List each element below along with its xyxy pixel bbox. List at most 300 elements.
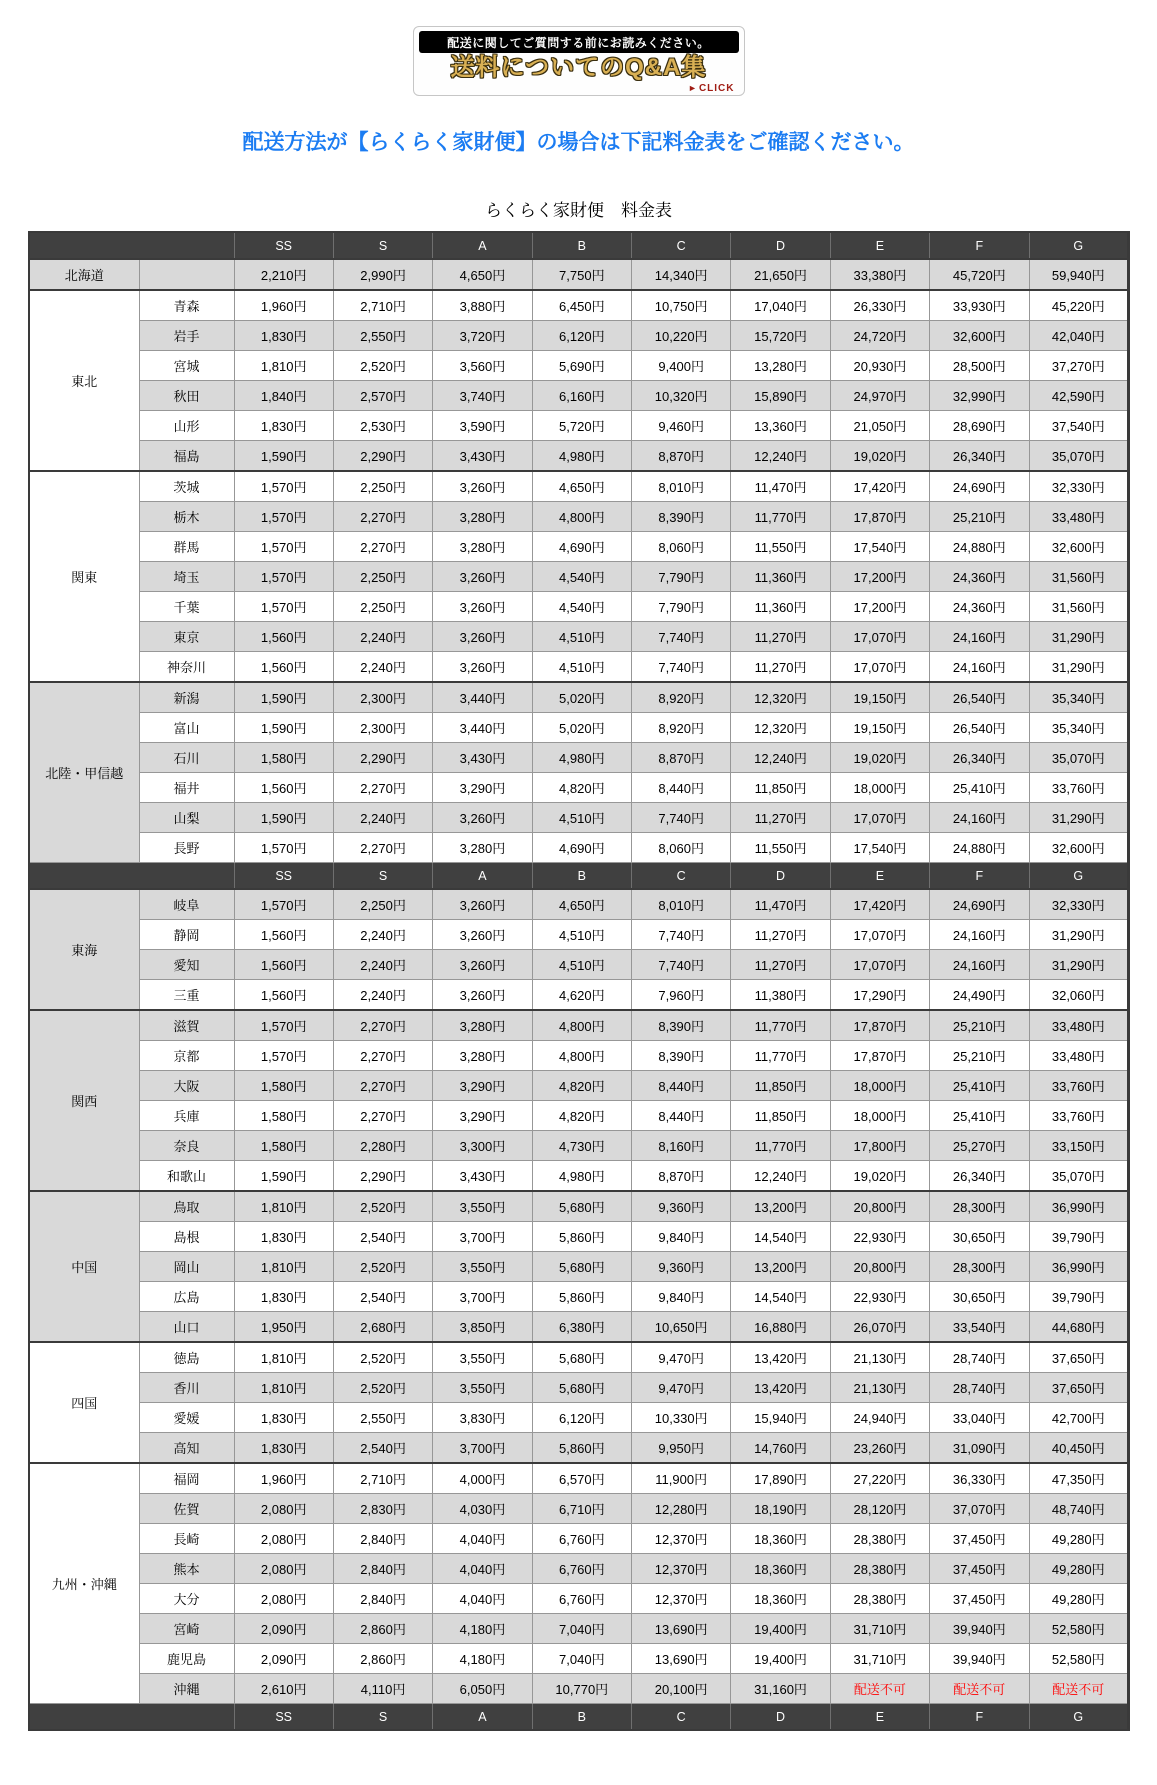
price-cell: 8,440円 xyxy=(632,773,731,803)
price-cell: 3,260円 xyxy=(433,562,532,592)
region-cell: 東海 xyxy=(29,889,139,1010)
banner-title: 送料についてのQ&A集 xyxy=(450,54,707,81)
price-cell: 10,320円 xyxy=(632,381,731,411)
price-cell: 1,590円 xyxy=(234,682,333,713)
size-header-row xyxy=(29,1704,1129,1731)
prefecture-cell: 福井 xyxy=(139,773,234,803)
size-column-header: B xyxy=(532,863,631,890)
price-cell: 3,550円 xyxy=(433,1191,532,1222)
price-cell: 40,450円 xyxy=(1029,1433,1129,1464)
size-column-header: SS xyxy=(234,232,333,259)
price-cell: 3,290円 xyxy=(433,1101,532,1131)
price-cell: 4,000円 xyxy=(433,1463,532,1494)
price-cell: 9,840円 xyxy=(632,1222,731,1252)
price-cell: 26,340円 xyxy=(930,743,1029,773)
price-cell: 4,510円 xyxy=(532,652,631,683)
price-cell: 4,980円 xyxy=(532,1161,631,1192)
price-cell: 39,940円 xyxy=(930,1614,1029,1644)
price-cell: 4,510円 xyxy=(532,950,631,980)
price-cell: 11,270円 xyxy=(731,950,830,980)
price-cell: 21,130円 xyxy=(830,1342,929,1373)
price-cell: 19,400円 xyxy=(731,1614,830,1644)
price-cell: 2,520円 xyxy=(333,1373,432,1403)
price-cell: 3,700円 xyxy=(433,1222,532,1252)
price-cell: 2,270円 xyxy=(333,532,432,562)
size-column-header: S xyxy=(333,1704,432,1731)
price-cell: 3,260円 xyxy=(433,950,532,980)
price-cell: 3,880円 xyxy=(433,290,532,321)
price-cell: 14,540円 xyxy=(731,1222,830,1252)
price-cell: 1,960円 xyxy=(234,290,333,321)
price-cell: 4,510円 xyxy=(532,803,631,833)
price-cell: 3,550円 xyxy=(433,1342,532,1373)
price-cell: 11,270円 xyxy=(731,622,830,652)
price-cell: 5,680円 xyxy=(532,1342,631,1373)
price-cell: 39,790円 xyxy=(1029,1222,1129,1252)
size-header-row xyxy=(29,232,1129,259)
price-cell: 35,340円 xyxy=(1029,713,1129,743)
price-cell: 17,870円 xyxy=(830,1010,929,1041)
price-cell: 37,540円 xyxy=(1029,411,1129,441)
price-cell: 6,380円 xyxy=(532,1312,631,1343)
price-cell: 5,860円 xyxy=(532,1433,631,1464)
price-cell: 24,160円 xyxy=(930,950,1029,980)
price-cell: 2,210円 xyxy=(234,259,333,290)
price-cell: 9,400円 xyxy=(632,351,731,381)
price-cell: 26,340円 xyxy=(930,441,1029,472)
price-cell: 11,380円 xyxy=(731,980,830,1011)
price-cell: 24,720円 xyxy=(830,321,929,351)
price-cell: 13,360円 xyxy=(731,411,830,441)
table-row xyxy=(29,1674,1129,1704)
table-row xyxy=(29,1312,1129,1343)
price-cell: 18,190円 xyxy=(731,1494,830,1524)
price-cell: 7,740円 xyxy=(632,920,731,950)
price-cell: 1,580円 xyxy=(234,1071,333,1101)
price-cell: 4,820円 xyxy=(532,1071,631,1101)
price-cell: 8,390円 xyxy=(632,1010,731,1041)
price-cell: 30,650円 xyxy=(930,1282,1029,1312)
price-cell: 33,150円 xyxy=(1029,1131,1129,1161)
price-cell: 33,480円 xyxy=(1029,1041,1129,1071)
price-cell: 6,760円 xyxy=(532,1554,631,1584)
price-cell: 2,840円 xyxy=(333,1524,432,1554)
size-column-header: B xyxy=(532,1704,631,1731)
price-cell: 42,700円 xyxy=(1029,1403,1129,1433)
size-column-header: A xyxy=(433,232,532,259)
table-row xyxy=(29,321,1129,351)
size-header-row xyxy=(29,863,1129,890)
price-cell: 11,270円 xyxy=(731,803,830,833)
price-cell: 3,260円 xyxy=(433,622,532,652)
table-row xyxy=(29,682,1129,713)
price-cell: 17,070円 xyxy=(830,950,929,980)
price-cell: 8,060円 xyxy=(632,532,731,562)
header-corner-cell xyxy=(29,863,234,890)
size-column-header: B xyxy=(532,232,631,259)
table-row xyxy=(29,1191,1129,1222)
price-cell: 1,560円 xyxy=(234,652,333,683)
price-cell: 42,590円 xyxy=(1029,381,1129,411)
prefecture-cell: 神奈川 xyxy=(139,652,234,683)
region-cell: 関西 xyxy=(29,1010,139,1191)
price-cell: 1,810円 xyxy=(234,1252,333,1282)
prefecture-cell: 愛媛 xyxy=(139,1403,234,1433)
price-cell: 28,380円 xyxy=(830,1524,929,1554)
price-cell: 7,040円 xyxy=(532,1644,631,1674)
size-column-header: A xyxy=(433,863,532,890)
price-cell: 24,940円 xyxy=(830,1403,929,1433)
price-cell: 11,470円 xyxy=(731,471,830,502)
price-cell: 6,160円 xyxy=(532,381,631,411)
price-cell: 31,710円 xyxy=(830,1614,929,1644)
table-row xyxy=(29,1403,1129,1433)
price-cell: 1,590円 xyxy=(234,1161,333,1192)
price-cell: 25,410円 xyxy=(930,1071,1029,1101)
price-cell: 2,680円 xyxy=(333,1312,432,1343)
header-corner-cell xyxy=(29,232,234,259)
price-cell: 8,060円 xyxy=(632,833,731,863)
price-cell: 2,090円 xyxy=(234,1644,333,1674)
price-cell: 3,260円 xyxy=(433,920,532,950)
price-cell: 1,590円 xyxy=(234,713,333,743)
region-cell: 中国 xyxy=(29,1191,139,1342)
price-cell: 4,180円 xyxy=(433,1644,532,1674)
price-cell: 8,010円 xyxy=(632,889,731,920)
prefecture-cell: 茨城 xyxy=(139,471,234,502)
price-cell: 5,690円 xyxy=(532,351,631,381)
table-row xyxy=(29,1433,1129,1464)
price-cell: 11,550円 xyxy=(731,532,830,562)
price-cell: 1,580円 xyxy=(234,1131,333,1161)
price-cell: 35,070円 xyxy=(1029,743,1129,773)
price-cell: 32,330円 xyxy=(1029,471,1129,502)
price-cell: 17,890円 xyxy=(731,1463,830,1494)
table-row xyxy=(29,1342,1129,1373)
price-cell: 11,470円 xyxy=(731,889,830,920)
price-cell: 18,000円 xyxy=(830,773,929,803)
price-cell: 1,810円 xyxy=(234,1373,333,1403)
price-cell: 1,810円 xyxy=(234,1342,333,1373)
price-cell: 26,070円 xyxy=(830,1312,929,1343)
page xyxy=(0,26,1157,1731)
price-cell: 13,690円 xyxy=(632,1644,731,1674)
price-cell: 3,740円 xyxy=(433,381,532,411)
price-cell: 8,390円 xyxy=(632,1041,731,1071)
price-cell: 12,320円 xyxy=(731,682,830,713)
price-cell: 2,250円 xyxy=(333,471,432,502)
price-cell: 25,210円 xyxy=(930,502,1029,532)
price-cell: 12,370円 xyxy=(632,1554,731,1584)
price-cell: 21,650円 xyxy=(731,259,830,290)
table-row xyxy=(29,803,1129,833)
price-cell: 28,500円 xyxy=(930,351,1029,381)
price-cell: 12,370円 xyxy=(632,1584,731,1614)
price-cell: 31,560円 xyxy=(1029,562,1129,592)
price-cell: 37,270円 xyxy=(1029,351,1129,381)
price-cell: 2,240円 xyxy=(333,652,432,683)
price-cell: 1,560円 xyxy=(234,920,333,950)
price-cell: 3,700円 xyxy=(433,1433,532,1464)
table-row xyxy=(29,562,1129,592)
price-cell: 6,120円 xyxy=(532,321,631,351)
price-cell: 32,600円 xyxy=(1029,833,1129,863)
price-cell: 7,740円 xyxy=(632,803,731,833)
price-cell: 2,250円 xyxy=(333,562,432,592)
price-cell: 12,320円 xyxy=(731,713,830,743)
prefecture-cell: 島根 xyxy=(139,1222,234,1252)
price-cell: 45,220円 xyxy=(1029,290,1129,321)
table-row xyxy=(29,1101,1129,1131)
size-column-header: F xyxy=(930,1704,1029,1731)
price-cell: 31,290円 xyxy=(1029,652,1129,683)
price-cell: 32,330円 xyxy=(1029,889,1129,920)
price-cell: 32,600円 xyxy=(930,321,1029,351)
prefecture-cell: 大分 xyxy=(139,1584,234,1614)
price-cell: 17,540円 xyxy=(830,833,929,863)
price-cell: 12,240円 xyxy=(731,1161,830,1192)
table-row xyxy=(29,980,1129,1011)
price-cell: 37,650円 xyxy=(1029,1373,1129,1403)
price-cell: 42,040円 xyxy=(1029,321,1129,351)
prefecture-cell: 千葉 xyxy=(139,592,234,622)
price-cell: 10,650円 xyxy=(632,1312,731,1343)
price-cell: 6,570円 xyxy=(532,1463,631,1494)
price-cell: 17,200円 xyxy=(830,592,929,622)
price-cell: 36,990円 xyxy=(1029,1252,1129,1282)
size-column-header: F xyxy=(930,232,1029,259)
price-cell: 36,330円 xyxy=(930,1463,1029,1494)
price-cell: 2,710円 xyxy=(333,1463,432,1494)
prefecture-cell: 長崎 xyxy=(139,1524,234,1554)
prefecture-cell: 秋田 xyxy=(139,381,234,411)
price-cell: 4,040円 xyxy=(433,1524,532,1554)
price-cell: 4,040円 xyxy=(433,1554,532,1584)
price-cell: 4,690円 xyxy=(532,833,631,863)
price-cell: 3,260円 xyxy=(433,803,532,833)
prefecture-cell: 佐賀 xyxy=(139,1494,234,1524)
table-row xyxy=(29,622,1129,652)
price-cell: 33,480円 xyxy=(1029,1010,1129,1041)
price-cell: 11,770円 xyxy=(731,502,830,532)
price-cell: 1,830円 xyxy=(234,1403,333,1433)
prefecture-cell: 鳥取 xyxy=(139,1191,234,1222)
size-column-header: E xyxy=(830,1704,929,1731)
price-cell: 32,060円 xyxy=(1029,980,1129,1011)
price-cell: 49,280円 xyxy=(1029,1584,1129,1614)
price-cell: 2,270円 xyxy=(333,1010,432,1041)
delivery-method-notice: 配送方法が【らくらく家財便】の場合は下記料金表をご確認ください。 xyxy=(242,131,915,154)
price-cell: 11,360円 xyxy=(731,592,830,622)
price-cell: 4,800円 xyxy=(532,1041,631,1071)
price-cell: 33,040円 xyxy=(930,1403,1029,1433)
price-cell: 6,120円 xyxy=(532,1403,631,1433)
prefecture-cell: 滋賀 xyxy=(139,1010,234,1041)
price-cell: 2,840円 xyxy=(333,1584,432,1614)
price-cell: 2,240円 xyxy=(333,980,432,1011)
price-cell: 31,290円 xyxy=(1029,920,1129,950)
table-row xyxy=(29,259,1129,290)
price-cell: 3,280円 xyxy=(433,502,532,532)
table-row xyxy=(29,1584,1129,1614)
price-cell: 3,260円 xyxy=(433,980,532,1011)
price-cell: 33,480円 xyxy=(1029,502,1129,532)
price-cell: 24,360円 xyxy=(930,562,1029,592)
price-cell: 5,860円 xyxy=(532,1222,631,1252)
price-cell: 4,650円 xyxy=(433,259,532,290)
region-cell: 北海道 xyxy=(29,259,139,290)
price-cell: 2,520円 xyxy=(333,1252,432,1282)
price-cell: 2,520円 xyxy=(333,351,432,381)
price-cell: 28,690円 xyxy=(930,411,1029,441)
prefecture-cell: 大阪 xyxy=(139,1071,234,1101)
prefecture-cell: 和歌山 xyxy=(139,1161,234,1192)
table-row xyxy=(29,1131,1129,1161)
table-row xyxy=(29,1554,1129,1584)
price-cell: 6,450円 xyxy=(532,290,631,321)
price-cell: 33,380円 xyxy=(830,259,929,290)
price-cell: 13,280円 xyxy=(731,351,830,381)
price-cell: 26,540円 xyxy=(930,713,1029,743)
price-cell: 32,990円 xyxy=(930,381,1029,411)
price-cell: 48,740円 xyxy=(1029,1494,1129,1524)
price-cell: 2,710円 xyxy=(333,290,432,321)
price-cell: 配送不可 xyxy=(830,1674,929,1704)
price-cell: 2,540円 xyxy=(333,1282,432,1312)
price-cell: 9,950円 xyxy=(632,1433,731,1464)
price-cell: 7,790円 xyxy=(632,592,731,622)
price-cell: 6,760円 xyxy=(532,1524,631,1554)
price-cell: 3,260円 xyxy=(433,592,532,622)
price-cell: 2,540円 xyxy=(333,1222,432,1252)
price-cell: 52,580円 xyxy=(1029,1644,1129,1674)
region-cell: 九州・沖縄 xyxy=(29,1463,139,1704)
region-cell: 関東 xyxy=(29,471,139,682)
price-cell: 配送不可 xyxy=(930,1674,1029,1704)
prefecture-cell: 静岡 xyxy=(139,920,234,950)
table-row xyxy=(29,351,1129,381)
price-cell: 11,770円 xyxy=(731,1041,830,1071)
table-row xyxy=(29,592,1129,622)
price-cell: 4,980円 xyxy=(532,743,631,773)
price-cell: 31,160円 xyxy=(731,1674,830,1704)
price-cell: 1,570円 xyxy=(234,471,333,502)
price-cell: 37,450円 xyxy=(930,1524,1029,1554)
price-cell: 9,840円 xyxy=(632,1282,731,1312)
prefecture-cell: 京都 xyxy=(139,1041,234,1071)
click-arrow-icon: ► xyxy=(688,83,698,93)
table-row xyxy=(29,1614,1129,1644)
shipping-qa-banner[interactable] xyxy=(413,26,745,96)
table-row xyxy=(29,833,1129,863)
price-cell: 13,690円 xyxy=(632,1614,731,1644)
price-cell: 10,330円 xyxy=(632,1403,731,1433)
price-cell: 2,550円 xyxy=(333,321,432,351)
price-cell: 14,340円 xyxy=(632,259,731,290)
price-cell: 5,680円 xyxy=(532,1252,631,1282)
price-cell: 25,410円 xyxy=(930,1101,1029,1131)
price-cell: 24,970円 xyxy=(830,381,929,411)
price-cell: 31,090円 xyxy=(930,1433,1029,1464)
price-cell: 49,280円 xyxy=(1029,1524,1129,1554)
prefecture-cell: 三重 xyxy=(139,980,234,1011)
price-cell: 20,930円 xyxy=(830,351,929,381)
price-cell: 33,760円 xyxy=(1029,773,1129,803)
price-cell: 1,570円 xyxy=(234,1041,333,1071)
table-row xyxy=(29,1463,1129,1494)
price-cell: 3,280円 xyxy=(433,1010,532,1041)
price-cell: 5,720円 xyxy=(532,411,631,441)
price-cell: 13,420円 xyxy=(731,1342,830,1373)
price-cell: 8,160円 xyxy=(632,1131,731,1161)
table-row xyxy=(29,950,1129,980)
price-cell: 45,720円 xyxy=(930,259,1029,290)
size-column-header: S xyxy=(333,863,432,890)
kazaibin-price-table xyxy=(28,231,1130,1731)
price-cell: 4,800円 xyxy=(532,1010,631,1041)
price-cell: 28,380円 xyxy=(830,1554,929,1584)
prefecture-cell: 沖縄 xyxy=(139,1674,234,1704)
prefecture-cell: 奈良 xyxy=(139,1131,234,1161)
price-cell: 39,790円 xyxy=(1029,1282,1129,1312)
table-row xyxy=(29,1071,1129,1101)
price-cell: 4,650円 xyxy=(532,471,631,502)
price-cell: 9,470円 xyxy=(632,1373,731,1403)
price-cell: 3,260円 xyxy=(433,889,532,920)
size-column-header: E xyxy=(830,232,929,259)
price-cell: 1,810円 xyxy=(234,351,333,381)
price-cell: 16,880円 xyxy=(731,1312,830,1343)
price-cell: 1,810円 xyxy=(234,1191,333,1222)
price-cell: 9,360円 xyxy=(632,1252,731,1282)
price-cell: 28,120円 xyxy=(830,1494,929,1524)
price-cell: 20,800円 xyxy=(830,1252,929,1282)
price-cell: 1,830円 xyxy=(234,321,333,351)
price-cell: 12,240円 xyxy=(731,743,830,773)
price-cell: 1,580円 xyxy=(234,1101,333,1131)
price-cell: 11,850円 xyxy=(731,773,830,803)
price-cell: 3,720円 xyxy=(433,321,532,351)
price-cell: 1,570円 xyxy=(234,502,333,532)
price-cell: 10,770円 xyxy=(532,1674,631,1704)
region-cell: 四国 xyxy=(29,1342,139,1463)
price-cell: 1,570円 xyxy=(234,592,333,622)
prefecture-cell: 香川 xyxy=(139,1373,234,1403)
price-cell: 8,010円 xyxy=(632,471,731,502)
price-cell: 12,370円 xyxy=(632,1524,731,1554)
table-row xyxy=(29,381,1129,411)
price-cell: 2,830円 xyxy=(333,1494,432,1524)
price-cell: 2,290円 xyxy=(333,743,432,773)
price-cell: 1,560円 xyxy=(234,622,333,652)
price-cell: 24,880円 xyxy=(930,833,1029,863)
table-row xyxy=(29,1222,1129,1252)
price-cell: 12,240円 xyxy=(731,441,830,472)
table-row xyxy=(29,1644,1129,1674)
price-cell: 4,540円 xyxy=(532,562,631,592)
price-cell: 4,110円 xyxy=(333,1674,432,1704)
price-cell: 2,270円 xyxy=(333,1071,432,1101)
price-cell: 11,850円 xyxy=(731,1101,830,1131)
price-cell: 1,570円 xyxy=(234,889,333,920)
price-cell: 3,430円 xyxy=(433,1161,532,1192)
price-cell: 33,930円 xyxy=(930,290,1029,321)
price-cell: 11,270円 xyxy=(731,652,830,683)
price-cell: 17,070円 xyxy=(830,652,929,683)
price-cell: 11,770円 xyxy=(731,1010,830,1041)
price-cell: 18,360円 xyxy=(731,1524,830,1554)
price-cell: 24,690円 xyxy=(930,889,1029,920)
